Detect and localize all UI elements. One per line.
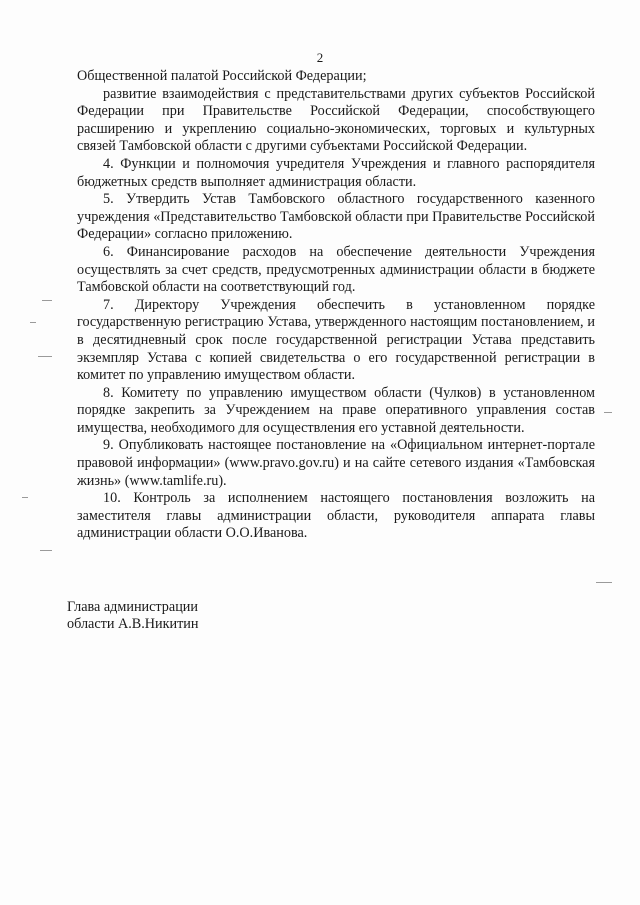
paragraph-item-9: 9. Опубликовать настоящее постановление на «Официальном интернет-портале правовой информации» (www.pravo.gov.ru) и на сайте сетевого издания «Тамбовская жизнь» (www.tamlife.ru). xyxy=(77,437,595,489)
paragraph-item-7: 7. Директору Учреждения обеспечить в установленном порядке государственную регистрацию Устава, утвержденного настоящим постановлением, и в десятидневный срок после государственной регистрации Устава представить экземпляр Устава с копией свидетельства о его государственной регистрации в комитет по управлению имуществом области. xyxy=(77,296,595,384)
paragraph-item-10: 10. Контроль за исполнением настоящего постановления возложить на заместителя главы администрации области, руководителя аппарата главы администрации области О.О.Иванова. xyxy=(77,490,595,542)
paragraph-item-6: 6. Финансирование расходов на обеспечение деятельности Учреждения осуществлять за счет средств, предусмотренных администрации области в бюджете Тамбовской области на соответствующий год. xyxy=(77,243,595,296)
scan-speck xyxy=(604,412,612,413)
scan-speck xyxy=(38,356,52,357)
page-number: 2 xyxy=(316,50,324,65)
scan-speck xyxy=(40,550,52,551)
signature-block xyxy=(67,599,198,633)
document-body xyxy=(77,68,595,543)
paragraph-item-5: 5. Утвердить Устав Тамбовского областного государственного казенного учреждения «Представительство Тамбовской области при Правительстве Российской Федерации» согласно приложению. xyxy=(77,191,595,243)
signature-title: Глава администрации xyxy=(67,599,198,615)
paragraph-item-8: 8. Комитету по управлению имуществом области (Чулков) в установленном порядке закрепить за Учреждением на праве оперативного управления состав имущества, необходимого для осуществления его уставной деятельности. xyxy=(77,384,595,436)
paragraph-continuation: Общественной палатой Российской Федерации; xyxy=(77,68,367,84)
signature-name: области А.В.Никитин xyxy=(67,616,199,632)
scan-speck xyxy=(596,582,612,583)
scan-speck xyxy=(30,322,36,323)
scan-speck xyxy=(42,300,52,301)
scan-speck xyxy=(22,497,28,498)
paragraph-interaction: развитие взаимодействия с представительствами других субъектов Российской Федерации при Правительстве Российской Федерации, способствующего расширению и укреплению социально-экономических, торговых и культурных связей Тамбовской области с другими субъектами Российской Федерации. xyxy=(77,85,595,155)
paragraph-item-4: 4. Функции и полномочия учредителя Учреждения и главного распорядителя бюджетных средств выполняет администрация области. xyxy=(77,155,595,190)
